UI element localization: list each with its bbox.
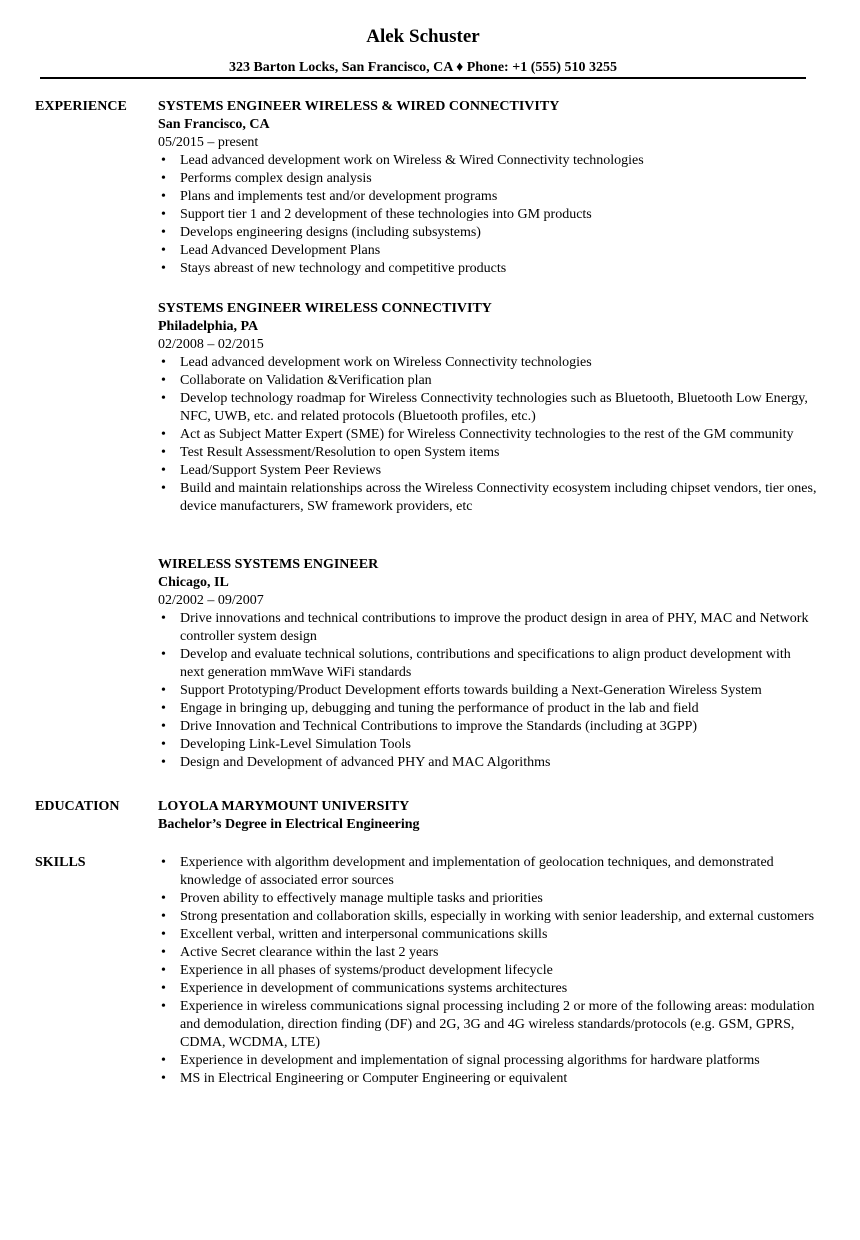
bullet-icon: • [161,683,166,698]
job-bullet-list [158,354,818,516]
job-bullet: • Support tier 1 and 2 development of these technologies into GM products [161,207,592,222]
job-bullet: • Plans and implements test and/or development programs [161,189,498,204]
skills-list [158,854,818,1088]
header-divider [40,77,806,79]
job-bullet: • Collaborate on Validation &Verification plan [161,373,432,388]
bullet-icon: • [161,647,166,662]
bullet-icon: • [161,207,166,222]
job-dates: 02/2008 – 02/2015 [158,337,264,352]
job-bullet: • Lead Advanced Development Plans [161,243,381,258]
job-bullet: • Engage in bringing up, debugging and tuning the performance of product in the lab and field [161,701,699,716]
bullet-icon: • [161,463,166,478]
bullet-icon: • [161,243,166,258]
job-bullet: • Build and maintain relationships across the Wireless Connectivity ecosystem including chipset vendors, tier ones, device manufacturers, SW framework providers, etc [161,481,817,514]
job-title: SYSTEMS ENGINEER WIRELESS & WIRED CONNECTIVITY [158,99,560,114]
job-bullet: • Act as Subject Matter Expert (SME) for Wireless Connectivity technologies to the rest of the GM community [161,427,794,442]
job-bullet: • Test Result Assessment/Resolution to open System items [161,445,500,460]
job-bullet-list [158,152,818,278]
skill-item: • Active Secret clearance within the last 2 years [161,945,439,960]
skill-item: • Proven ability to effectively manage multiple tasks and priorities [161,891,543,906]
bullet-icon: • [161,909,166,924]
job-bullet: • Develop technology roadmap for Wireless Connectivity technologies such as Bluetooth, Bluetooth Low Energy, NFC, UWB, etc. and related protocols (Bluetooth profiles, etc.) [161,391,808,424]
contact-line: 323 Barton Locks, San Francisco, CA ♦ Phone: +1 (555) 510 3255 [228,60,618,75]
skill-item: • Experience with algorithm development and implementation of geolocation techniques, and demonstrated knowledge of associated error sources [161,855,774,888]
job-dates: 05/2015 – present [158,135,259,150]
skill-item: • Experience in development and implementation of signal processing algorithms for hardware platforms [161,1053,760,1068]
job-dates: 02/2002 – 09/2007 [158,593,264,608]
skill-item: • Experience in all phases of systems/product development lifecycle [161,963,553,978]
bullet-icon: • [161,963,166,978]
skill-item: • Experience in development of communications systems architectures [161,981,568,996]
job-bullet: • Lead advanced development work on Wireless Connectivity technologies [161,355,592,370]
bullet-icon: • [161,755,166,770]
job-bullet: • Support Prototyping/Product Development efforts towards building a Next-Generation Wireless System [161,683,762,698]
job-bullet: • Lead/Support System Peer Reviews [161,463,382,478]
job-bullet: • Performs complex design analysis [161,171,372,186]
skill-item: • MS in Electrical Engineering or Computer Engineering or equivalent [161,1071,568,1086]
skills-block [158,854,818,1088]
skill-item: • Strong presentation and collaboration skills, especially in working with senior leadership, and external customers [161,909,815,924]
job-title: SYSTEMS ENGINEER WIRELESS CONNECTIVITY [158,301,492,316]
bullet-icon: • [161,927,166,942]
education-entry [158,798,818,834]
job-bullet: • Design and Development of advanced PHY and MAC Algorithms [161,755,551,770]
bullet-icon: • [161,999,166,1014]
bullet-icon: • [161,1053,166,1068]
section-label-education: EDUCATION [35,799,120,814]
job-bullet: • Drive innovations and technical contributions to improve the product design in area of PHY, MAC and Network controller system design [161,611,809,644]
bullet-icon: • [161,445,166,460]
degree: Bachelor’s Degree in Electrical Engineering [158,817,420,832]
bullet-icon: • [161,891,166,906]
job-bullet: • Develops engineering designs (including subsystems) [161,225,481,240]
job-bullet-list [158,610,818,772]
bullet-icon: • [161,737,166,752]
job-location: San Francisco, CA [158,117,270,132]
job-entry [158,300,818,516]
job-location: Philadelphia, PA [158,319,259,334]
job-bullet: • Develop and evaluate technical solutions, contributions and specifications to align product development with next generation mmWave WiFi standards [161,647,791,680]
job-entry [158,556,818,772]
bullet-icon: • [161,855,166,870]
section-label-experience: EXPERIENCE [35,99,127,114]
school-name: LOYOLA MARYMOUNT UNIVERSITY [158,799,410,814]
job-title: WIRELESS SYSTEMS ENGINEER [158,557,379,572]
job-bullet: • Drive Innovation and Technical Contributions to improve the Standards (including at 3GPP) [161,719,698,734]
job-location: Chicago, IL [158,575,229,590]
bullet-icon: • [161,719,166,734]
section-label-skills: SKILLS [35,855,86,870]
skill-item: • Experience in wireless communications signal processing including 2 or more of the following areas: modulation and demodulation, direction finding (DF) and 2G, 3G and 4G wireless standards/protocols (e.g. GSM, GPRS, CDMA, WCDMA, LTE) [161,999,815,1050]
bullet-icon: • [161,261,166,276]
bullet-icon: • [161,481,166,496]
bullet-icon: • [161,981,166,996]
bullet-icon: • [161,701,166,716]
bullet-icon: • [161,1071,166,1086]
candidate-name: Alek Schuster [366,26,480,47]
bullet-icon: • [161,611,166,626]
bullet-icon: • [161,355,166,370]
bullet-icon: • [161,427,166,442]
bullet-icon: • [161,225,166,240]
skill-item: • Excellent verbal, written and interpersonal communications skills [161,927,548,942]
bullet-icon: • [161,945,166,960]
bullet-icon: • [161,391,166,406]
bullet-icon: • [161,189,166,204]
job-bullet: • Stays abreast of new technology and competitive products [161,261,507,276]
bullet-icon: • [161,373,166,388]
job-entry [158,98,818,278]
bullet-icon: • [161,171,166,186]
job-bullet: • Developing Link-Level Simulation Tools [161,737,411,752]
job-bullet: • Lead advanced development work on Wireless & Wired Connectivity technologies [161,153,644,168]
bullet-icon: • [161,153,166,168]
